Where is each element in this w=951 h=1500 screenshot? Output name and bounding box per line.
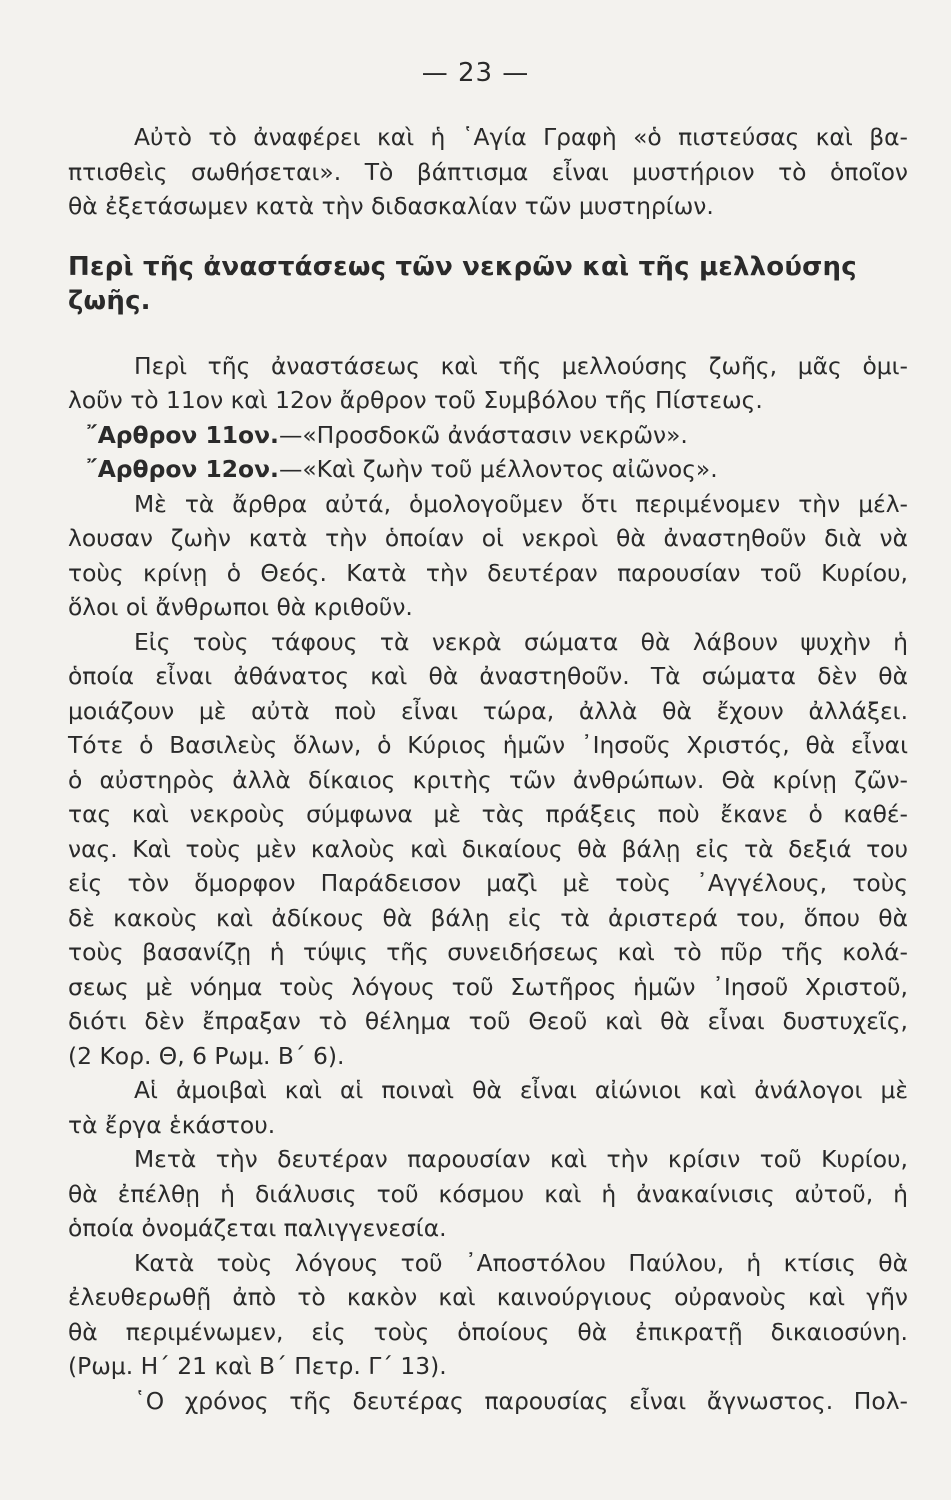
text-line: λοῦν τὸ 11ον καὶ 12ον ἄρθρον τοῦ Συμβόλου τῆς Πίστεως.: [68, 386, 763, 414]
text-line: Τότε ὁ Βασιλεὺς ὅλων, ὁ Κύριος ἡμῶν ᾿Ιησοῦς Χριστός, θὰ εἶναι: [68, 731, 908, 759]
text-line: (2 Κορ. Θ, 6 Ρωμ. Β΄ 6).: [68, 1041, 345, 1070]
paragraph-time-unknown: [68, 1384, 908, 1419]
text-line: ὅλοι οἱ ἄνθρωποι θὰ κριθοῦν.: [68, 593, 413, 621]
text-line: σεως μὲ νόημα τοὺς λόγους τοῦ Σωτῆρος ἡμῶν ᾿Ιησοῦ Χριστοῦ,: [68, 972, 908, 1001]
article-11-label: ῎Αρθρον 11ον.: [86, 420, 279, 449]
text-line: πτισθεὶς σωθήσεται». Τὸ βάπτισμα εἶναι μυστήριον τὸ ὁποῖον: [68, 157, 908, 186]
text-line: ὁποία εἶναι ἀθάνατος καὶ θὰ ἀναστηθοῦν. Τὰ σώματα δὲν θὰ: [68, 662, 908, 690]
text-line: λουσαν ζωὴν κατὰ τὴν ὁποίαν οἱ νεκροὶ θὰ ἀναστηθοῦν διὰ νὰ: [68, 524, 908, 552]
text-line: Αἱ ἀμοιβαὶ καὶ αἱ ποιναὶ θὰ εἶναι αἰώνιοι καὶ ἀνάλογοι μὲ: [134, 1076, 908, 1104]
text-line: ὁ αὐστηρὸς ἀλλὰ δίκαιος κριτὴς τῶν ἀνθρώπων. Θὰ κρίνῃ ζῶν-: [68, 765, 908, 794]
text-line: ὁποία ὀνομάζεται παλιγγενεσία.: [68, 1214, 447, 1242]
text-line: δὲ κακοὺς καὶ ἀδίκους θὰ βάλῃ εἰς τὰ ἀριστερά του, ὅπου θὰ: [68, 903, 908, 932]
article-11: [68, 418, 908, 453]
text-line: τας καὶ νεκροὺς σύμφωνα μὲ τὰς πράξεις ποὺ ἔκανε ὁ καθέ-: [68, 800, 908, 828]
text-line: Περὶ τῆς ἀναστάσεως καὶ τῆς μελλούσης ζωῆς, μᾶς ὁμι-: [134, 351, 908, 380]
text-line: Μετὰ τὴν δευτέραν παρουσίαν καὶ τὴν κρίσιν τοῦ Κυρίου,: [134, 1145, 908, 1173]
paragraph-rewards: [68, 1073, 908, 1142]
text-line: θὰ περιμένωμεν, εἰς τοὺς ὁποίους θὰ ἐπικρατῇ δικαιοσύνη.: [68, 1317, 908, 1346]
page-number: — 23 —: [421, 58, 530, 88]
article-12: [68, 452, 908, 487]
text-line: θὰ ἐπέλθῃ ἡ διάλυσις τοῦ κόσμου καὶ ἡ ἀνακαίνισις αὐτοῦ, ἡ: [68, 1179, 908, 1208]
text-line: τοὺς βασανίζῃ ἡ τύψις τῆς συνειδήσεως καὶ τὸ πῦρ τῆς κολά-: [68, 938, 908, 966]
text-line: εἰς τὸν ὅμορφον Παράδεισον μαζὶ μὲ τοὺς ᾿Αγγέλους, τοὺς: [68, 869, 908, 897]
text-line: διότι δὲν ἔπραξαν τὸ θέλημα τοῦ Θεοῦ καὶ θὰ εἶναι δυστυχεῖς,: [68, 1007, 908, 1035]
text-line: τὰ ἔργα ἑκάστου.: [68, 1110, 276, 1139]
page-body: [68, 120, 908, 1418]
text-line: θὰ ἐξετάσωμεν κατὰ τὴν διδασκαλίαν τῶν μυστηρίων.: [68, 192, 714, 220]
text-line: μοιάζουν μὲ αὐτὰ ποὺ εἶναι τώρα, ἀλλὰ θὰ ἔχουν ἀλλάξει.: [68, 696, 908, 725]
paragraph-renewal: [68, 1142, 908, 1246]
intro-paragraph: [68, 120, 908, 224]
section-heading: Περὶ τῆς ἀναστάσεως τῶν νεκρῶν καὶ τῆς μελλούσης ζωῆς.: [68, 251, 857, 316]
text-line: Εἰς τοὺς τάφους τὰ νεκρὰ σώματα θὰ λάβουν ψυχὴν ἡ: [134, 627, 908, 656]
paragraph-articles-intro: [68, 349, 908, 418]
text-line: (Ρωμ. Η΄ 21 καὶ Β΄ Πετρ. Γ΄ 13).: [68, 1352, 447, 1380]
paragraph-new-creation: [68, 1246, 908, 1384]
paragraph-expectation: [68, 487, 908, 625]
text-line: νας. Καὶ τοὺς μὲν καλοὺς καὶ δικαίους θὰ βάλῃ εἰς τὰ δεξιά του: [68, 834, 908, 863]
paragraph-judgement: [68, 625, 908, 1074]
text-line: Αὐτὸ τὸ ἀναφέρει καὶ ἡ ῾Αγία Γραφὴ «ὁ πιστεύσας καὶ βα-: [134, 123, 908, 151]
text-line: ῾Ο χρόνος τῆς δευτέρας παρουσίας εἶναι ἄγνωστος. Πολ-: [134, 1386, 908, 1415]
text-line: Μὲ τὰ ἄρθρα αὐτά, ὁμολογοῦμεν ὅτι περιμένομεν τὴν μέλ-: [134, 489, 908, 518]
article-11-text: —«Προσδοκῶ ἀνάστασιν νεκρῶν».: [278, 420, 688, 449]
text-line: τοὺς κρίνῃ ὁ Θεός. Κατὰ τὴν δευτέραν παρουσίαν τοῦ Κυρίου,: [68, 558, 908, 587]
article-12-label: ῎Αρθρον 12ον.: [86, 455, 279, 483]
text-line: Κατὰ τοὺς λόγους τοῦ ᾿Αποστόλου Παύλου, ἡ κτίσις θὰ: [134, 1248, 908, 1277]
article-12-text: —«Καὶ ζωὴν τοῦ μέλλοντος αἰῶνος».: [278, 455, 718, 483]
text-line: ἐλευθερωθῇ ἀπὸ τὸ κακὸν καὶ καινούργιους οὐρανοὺς καὶ γῆν: [68, 1283, 908, 1311]
